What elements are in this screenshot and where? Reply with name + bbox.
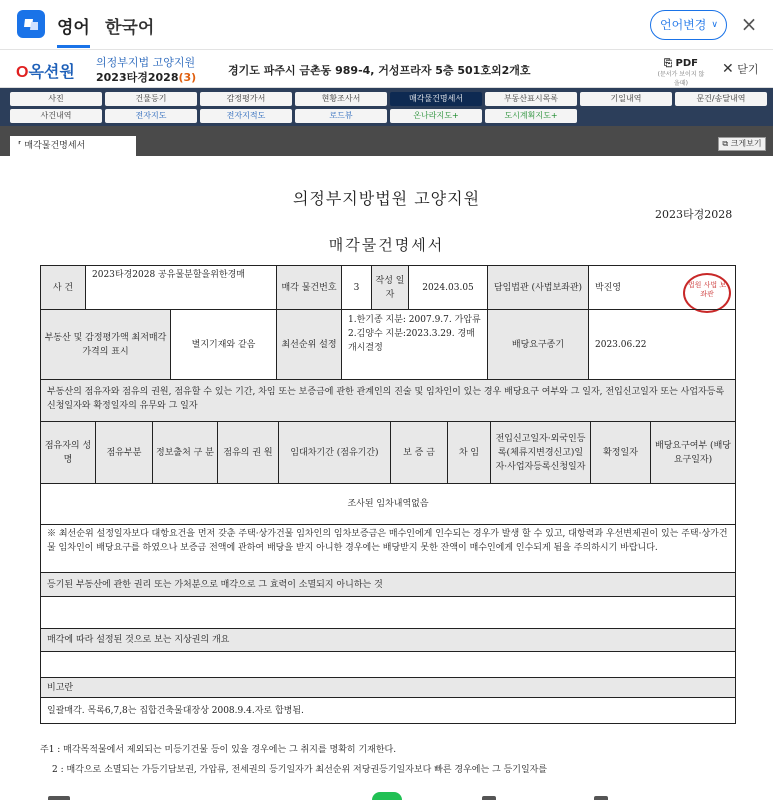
court-name: 의정부지법 고양지원	[96, 56, 196, 69]
tab-sale-spec[interactable]: 매각물건명세서	[390, 92, 482, 106]
surface-rights-label: 매각에 따라 설정된 것으로 보는 지상권의 개요	[40, 628, 736, 652]
valuation-label: 부동산 및 감정평가액 최저매각가격의 표시	[40, 309, 171, 380]
close-icon[interactable]: ×	[740, 12, 758, 36]
site-header	[0, 50, 773, 88]
close-label: 닫기	[737, 63, 759, 76]
court-title: 의정부지방법원 고양지원	[292, 189, 481, 208]
remarks-label: 비고란	[40, 677, 736, 698]
enlarge-button[interactable]	[718, 137, 766, 151]
header-fixed-date: 확정일자	[590, 421, 651, 484]
document-bar	[0, 126, 773, 156]
tab-status-report[interactable]: 현황조사서	[295, 92, 387, 106]
case-count: (3)	[178, 71, 197, 84]
header-rent: 차 임	[447, 421, 491, 484]
case-number	[96, 69, 196, 85]
change-language-button[interactable]	[650, 10, 727, 40]
tab-navigation	[0, 88, 773, 126]
case-number-right: 2023타경2028	[655, 208, 733, 221]
remarks-value: 일괄매각. 목록6,7,8는 집합건축물대장상 2008.9.4.자로 합병됨.	[40, 697, 736, 724]
pdf-button[interactable]	[655, 58, 707, 87]
back-icon[interactable]	[594, 796, 608, 800]
header-occupancy-title: 점유의 권 원	[217, 421, 279, 484]
occupancy-description: 부동산의 점유자와 점유의 권원, 점유할 수 있는 기간, 차임 또는 보증금에 관한 관계인의 진술 및 임차인이 있는 경우 배당요구 여부와 그 일자, 전입신고일자 또는 사업자등록신청일자와 확정일자의 유무와 그 일자	[40, 379, 736, 422]
tab-photo[interactable]: 사진	[10, 92, 102, 106]
menu-icon[interactable]	[48, 796, 70, 800]
document-title: 매각물건명세서	[328, 236, 445, 254]
case-value: 2023타경2028 공유물분할을위한경매	[85, 265, 277, 310]
court-stamp	[683, 273, 731, 313]
header-dividend-request: 배당요구여부 (배당요구일자)	[650, 421, 736, 484]
tab-appraisal[interactable]: 감정평가서	[200, 92, 292, 106]
bottom-navigation	[0, 786, 773, 800]
doc-tab-icon: ⸢	[18, 141, 25, 151]
pdf-icon: ⎘	[664, 58, 676, 69]
footnotes	[40, 740, 773, 780]
deadline-label: 배당요구종기	[487, 309, 589, 380]
close-window-button[interactable]	[722, 61, 759, 77]
search-icon[interactable]	[482, 796, 496, 800]
document-tab[interactable]	[10, 136, 136, 156]
enlarge-icon: ⧉	[722, 139, 729, 148]
enlarge-label: 크게보기	[730, 139, 762, 148]
header-occupant-name: 점유자의 성 명	[40, 421, 96, 484]
tab-building-registry[interactable]: 건물등기	[105, 92, 197, 106]
chevron-down-icon: ∨	[711, 20, 718, 30]
logo-text: 옥션원	[28, 64, 75, 81]
lang-tab-english[interactable]: 영어	[57, 13, 90, 48]
header-occupied-part: 점유부분	[95, 421, 153, 484]
warning-note: ※ 최선순위 설정일자보다 대항요건을 먼저 갖춘 주택·상가건물 임차인의 임차보증금은 매수인에게 인수되는 경우가 발생 할 수 있고, 대항력과 우선변제권이 있는 주택·상가건물 임차인이 배당요구를 하였으나 보증금 전액에 관하여 배당을 받지 아니한 경우에는 배당받지 못한 잔액이 매수인에게 인수되게 됨을 주의하시기 바랍니다.	[40, 524, 736, 573]
footnote-1: 주1 : 매각목적물에서 제외되는 미등기건물 등이 있을 경우에는 그 취지를 명확히 기재한다.	[40, 745, 397, 755]
document-tab-label: 매각물건명세서	[24, 141, 86, 151]
logo	[16, 59, 75, 82]
tab-cadastral-map[interactable]: 전자지적도	[200, 109, 292, 123]
case-label: 사 건	[40, 265, 86, 310]
deadline-value: 2023.06.22	[588, 309, 736, 380]
item-no-label: 매각 물건번호	[276, 265, 342, 310]
tab-urban-plan-map[interactable]: 도시계획지도+	[485, 109, 577, 123]
surface-rights-value	[40, 651, 736, 678]
item-no-value: 3	[341, 265, 372, 310]
document-page	[0, 156, 773, 800]
priority-label: 최선순위 설정	[276, 309, 342, 380]
pdf-label: PDF	[675, 58, 698, 69]
registered-rights-value	[40, 596, 736, 629]
priority-value-1: 1.한기종 지분: 2007.9.7. 가압류	[348, 315, 481, 325]
logo-o: O	[16, 64, 29, 81]
header-deposit: 보 증 금	[390, 421, 448, 484]
header-move-in-date: 전입신고일자·외국인등록(체류지변경신고)일자·사업자등록신청일자	[490, 421, 591, 484]
written-date-label: 작성 일자	[371, 265, 409, 310]
lang-tab-korean[interactable]: 한국어	[105, 18, 155, 38]
tab-onnara-map[interactable]: 온나라지도+	[390, 109, 482, 123]
tab-property-list[interactable]: 부동산표시목록	[485, 92, 577, 106]
written-date-value: 2024.03.05	[408, 265, 488, 310]
priority-value	[341, 309, 488, 380]
tab-documents[interactable]: 문건/송달내역	[675, 92, 767, 106]
tab-dates[interactable]: 기일내역	[580, 92, 672, 106]
priority-value-2: 2.김양수 지분:2023.3.29. 경매개시결정	[348, 329, 475, 353]
footnote-2: 2 : 매각으로 소멸되는 가등기담보권, 가압류, 전세권의 등기일자가 최선순위 저당권등기일자보다 빠른 경우에는 그 등기일자를	[52, 765, 548, 775]
home-icon[interactable]	[372, 792, 402, 800]
tab-road-view[interactable]: 로드뷰	[295, 109, 387, 123]
no-lease-row: 조사된 임차내역없음	[40, 483, 736, 525]
tab-case-history[interactable]: 사건내역	[10, 109, 102, 123]
valuation-value: 별지기재와 같음	[170, 309, 277, 380]
translate-bar	[0, 0, 773, 50]
property-address: 경기도 파주시 금촌동 989-4, 거성프라자 5층 501호외2개호	[228, 64, 531, 77]
judge-label: 담임법관 (사법보좌관)	[487, 265, 589, 310]
tab-e-map[interactable]: 전자지도	[105, 109, 197, 123]
stamp-text: 법원 사법 보좌관	[687, 281, 727, 298]
translate-app-icon[interactable]	[17, 10, 45, 38]
header-info-source: 정보출처 구 분	[152, 421, 218, 484]
pdf-subtext: (문서가 보이지 않을때)	[657, 71, 705, 87]
registered-rights-label: 등기된 부동산에 관한 권리 또는 가처분으로 매각으로 그 효력이 소멸되지 아니하는 것	[40, 572, 736, 597]
judge-name: 박진영	[595, 282, 622, 293]
case-number-text: 2023타경2028	[96, 71, 179, 84]
header-lease-period: 임대차기간 (점유기간)	[278, 421, 391, 484]
change-language-label: 언어변경	[660, 18, 707, 32]
close-x-icon: ✕	[722, 61, 734, 77]
